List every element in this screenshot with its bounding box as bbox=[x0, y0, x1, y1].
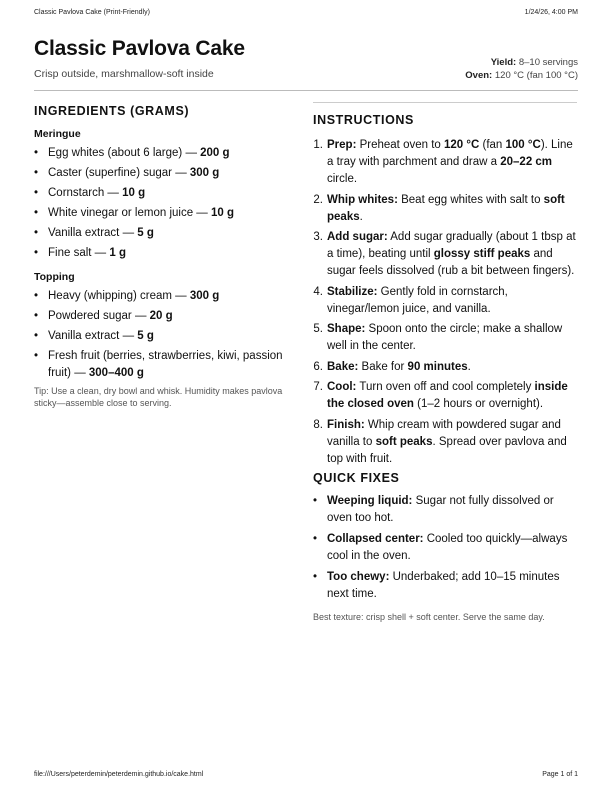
instruction-step bbox=[313, 137, 577, 188]
bullet-dot: • bbox=[313, 495, 318, 507]
ingredient-name: Vanilla extract — bbox=[48, 227, 138, 239]
step-text: Spoon onto the circle; make a shallow well in the center. bbox=[327, 323, 563, 352]
step-text: Preheat oven to bbox=[356, 139, 444, 151]
quick-fixes-heading: QUICK FIXES bbox=[313, 471, 400, 485]
step-number: 6. bbox=[313, 360, 323, 373]
step-emphasis: Finish: bbox=[327, 418, 365, 431]
ingredient-groups bbox=[34, 128, 286, 381]
oven-label: Oven: bbox=[465, 70, 493, 81]
step-number: 1. bbox=[313, 139, 323, 151]
ingredient-amount: 300 g bbox=[189, 290, 220, 302]
ingredient-name: White vinegar or lemon juice — bbox=[48, 207, 211, 219]
ingredient-amount: 10 g bbox=[210, 207, 234, 219]
instruction-step bbox=[313, 321, 577, 355]
ingredient-name: Fresh fruit (berries, strawberries, kiwi, passion fruit) — bbox=[48, 350, 283, 379]
ingredient-amount: 1 g bbox=[109, 247, 126, 259]
ingredient-item bbox=[34, 165, 286, 182]
step-text: Turn oven off and cool completely bbox=[356, 381, 535, 393]
ingredient-amount: 300 g bbox=[189, 167, 220, 179]
step-emphasis: inside the closed oven bbox=[327, 381, 568, 410]
print-header bbox=[34, 9, 578, 21]
instructions-divider bbox=[313, 102, 577, 113]
quick-fix-label: Weeping liquid: bbox=[327, 495, 413, 507]
bullet-dot: • bbox=[34, 187, 39, 199]
step-emphasis: Whip whites: bbox=[327, 193, 398, 206]
ingredient-name: Powdered sugar — bbox=[48, 310, 150, 322]
step-emphasis: Bake: bbox=[327, 360, 359, 373]
ingredient-name: Vanilla extract — bbox=[48, 330, 138, 342]
page-subtitle: Crisp outside, marshmallow-soft inside bbox=[34, 68, 214, 80]
bullet-dot: • bbox=[34, 290, 39, 302]
page-title: Classic Pavlova Cake bbox=[34, 37, 245, 60]
quick-fix-text: Sugar not fully dissolved or oven too hot. bbox=[327, 495, 554, 524]
print-datetime: 1/24/26, 4:00 PM bbox=[524, 9, 578, 16]
ingredient-item bbox=[34, 328, 286, 345]
step-text: Add sugar gradually (about 1 tbsp at a time), beating until bbox=[327, 231, 576, 260]
step-text: (fan bbox=[479, 139, 506, 151]
bullet-dot: • bbox=[34, 330, 39, 342]
step-emphasis: 120 °C bbox=[444, 139, 480, 151]
step-emphasis: Prep: bbox=[327, 139, 357, 151]
step-text: . Spread over pavlova and top with fruit. bbox=[327, 435, 567, 465]
step-emphasis: glossy stiff peaks bbox=[433, 248, 531, 260]
ingredient-name: Cornstarch — bbox=[48, 187, 123, 199]
instruction-step bbox=[313, 192, 577, 226]
ingredient-item bbox=[34, 245, 286, 262]
ingredient-name: Heavy (whipping) cream — bbox=[48, 290, 190, 302]
ingredient-name: Fine salt — bbox=[48, 247, 110, 259]
step-emphasis: 20–22 cm bbox=[500, 156, 553, 168]
ingredient-amount: 300–400 g bbox=[88, 366, 144, 379]
step-emphasis: Stabilize: bbox=[327, 285, 378, 298]
header-divider bbox=[34, 90, 578, 91]
ingredients-tip: Tip: Use a clean, dry bowl and whisk. Humidity makes pavlova sticky—assemble close to serving. bbox=[34, 386, 283, 408]
step-number: 5. bbox=[313, 323, 323, 335]
step-emphasis: soft peaks bbox=[375, 435, 433, 448]
ingredients-section bbox=[34, 104, 286, 409]
step-emphasis: 100 °C bbox=[505, 139, 541, 151]
step-emphasis: Add sugar: bbox=[327, 231, 388, 243]
print-page-number: Page 1 of 1 bbox=[542, 771, 578, 778]
ingredient-item bbox=[34, 185, 286, 202]
quick-fix-text: Cooled too quickly—always cool in the oven. bbox=[327, 533, 568, 562]
bullet-dot: • bbox=[34, 227, 39, 239]
ingredient-list bbox=[34, 145, 286, 262]
instructions-heading: INSTRUCTIONS bbox=[313, 113, 414, 127]
step-text: (1–2 hours or overnight). bbox=[413, 398, 544, 410]
quick-fix-text: Underbaked; add 10–15 minutes next time. bbox=[327, 571, 560, 600]
quick-fixes-list bbox=[313, 493, 577, 603]
step-number: 7. bbox=[313, 381, 323, 393]
quick-fix-item bbox=[313, 493, 577, 527]
quick-fix-item bbox=[313, 569, 577, 603]
step-emphasis: 90 minutes bbox=[407, 360, 468, 373]
ingredients-heading: INGREDIENTS (GRAMS) bbox=[34, 104, 190, 118]
bullet-dot: • bbox=[34, 167, 39, 179]
instruction-step bbox=[313, 379, 577, 413]
ingredient-item bbox=[34, 288, 286, 305]
quick-fix-label: Collapsed center: bbox=[327, 533, 424, 545]
step-text: Whip cream with powdered sugar and vanilla to bbox=[327, 418, 561, 448]
ingredient-amount: 200 g bbox=[200, 147, 230, 159]
bullet-dot: • bbox=[34, 147, 39, 159]
step-number: 3. bbox=[313, 231, 323, 243]
yield-value: 8–10 servings bbox=[518, 57, 578, 68]
step-text: . bbox=[359, 210, 363, 223]
ingredient-name: Caster (superfine) sugar — bbox=[48, 167, 190, 179]
ingredient-item bbox=[34, 225, 286, 242]
bullet-dot: • bbox=[34, 207, 39, 219]
step-text: ). Line a tray with parchment and draw a bbox=[327, 139, 573, 168]
instruction-step bbox=[313, 417, 577, 468]
bullet-dot: • bbox=[313, 533, 318, 545]
step-emphasis: Cool: bbox=[327, 381, 357, 393]
yield-line bbox=[465, 56, 578, 69]
instructions-list bbox=[313, 137, 577, 468]
step-text: Gently fold in cornstarch, vinegar/lemon juice, and vanilla. bbox=[327, 285, 508, 315]
oven-value: 120 °C (fan 100 °C) bbox=[494, 70, 578, 81]
quick-fix-item bbox=[313, 531, 577, 565]
print-url: file:///Users/peterdemin/peterdemin.github.io/cake.html bbox=[34, 771, 204, 778]
step-text: and sugar feels dissolved (rub a bit between fingers). bbox=[327, 248, 575, 277]
instruction-step bbox=[313, 229, 577, 280]
instructions-section bbox=[313, 102, 577, 623]
bullet-dot: • bbox=[34, 350, 39, 362]
step-number: 4. bbox=[313, 285, 323, 298]
step-text: Beat egg whites with salt to bbox=[397, 193, 544, 206]
instruction-step bbox=[313, 359, 577, 376]
step-number: 8. bbox=[313, 418, 323, 431]
recipe-meta bbox=[465, 56, 578, 82]
print-page-title: Classic Pavlova Cake (Print-Friendly) bbox=[34, 9, 150, 16]
ingredient-amount: 5 g bbox=[137, 227, 154, 239]
bullet-dot: • bbox=[34, 310, 39, 322]
best-texture-note: Best texture: crisp shell + soft center. Serve the same day. bbox=[313, 612, 545, 622]
ingredient-name: Egg whites (about 6 large) — bbox=[48, 147, 201, 159]
step-emphasis: Shape: bbox=[327, 323, 366, 335]
ingredient-item bbox=[34, 205, 286, 222]
yield-label: Yield: bbox=[490, 57, 517, 68]
ingredient-amount: 10 g bbox=[122, 187, 146, 199]
ingredient-group-title: Meringue bbox=[34, 128, 81, 140]
step-text: . bbox=[467, 360, 471, 373]
instruction-step bbox=[313, 284, 577, 318]
bullet-dot: • bbox=[313, 571, 318, 583]
step-emphasis: soft peaks bbox=[327, 193, 565, 223]
ingredient-group-title: Topping bbox=[34, 271, 75, 283]
ingredient-list bbox=[34, 288, 286, 381]
step-text: Bake for bbox=[358, 360, 408, 373]
step-text: circle. bbox=[327, 173, 358, 185]
ingredient-amount: 20 g bbox=[149, 310, 173, 322]
bullet-dot: • bbox=[34, 247, 39, 259]
ingredient-item bbox=[34, 348, 286, 381]
ingredient-item bbox=[34, 308, 286, 325]
ingredient-amount: 5 g bbox=[137, 330, 154, 342]
step-number: 2. bbox=[313, 193, 323, 206]
ingredient-item bbox=[34, 145, 286, 162]
quick-fix-label: Too chewy: bbox=[327, 571, 390, 583]
oven-line bbox=[465, 69, 578, 82]
